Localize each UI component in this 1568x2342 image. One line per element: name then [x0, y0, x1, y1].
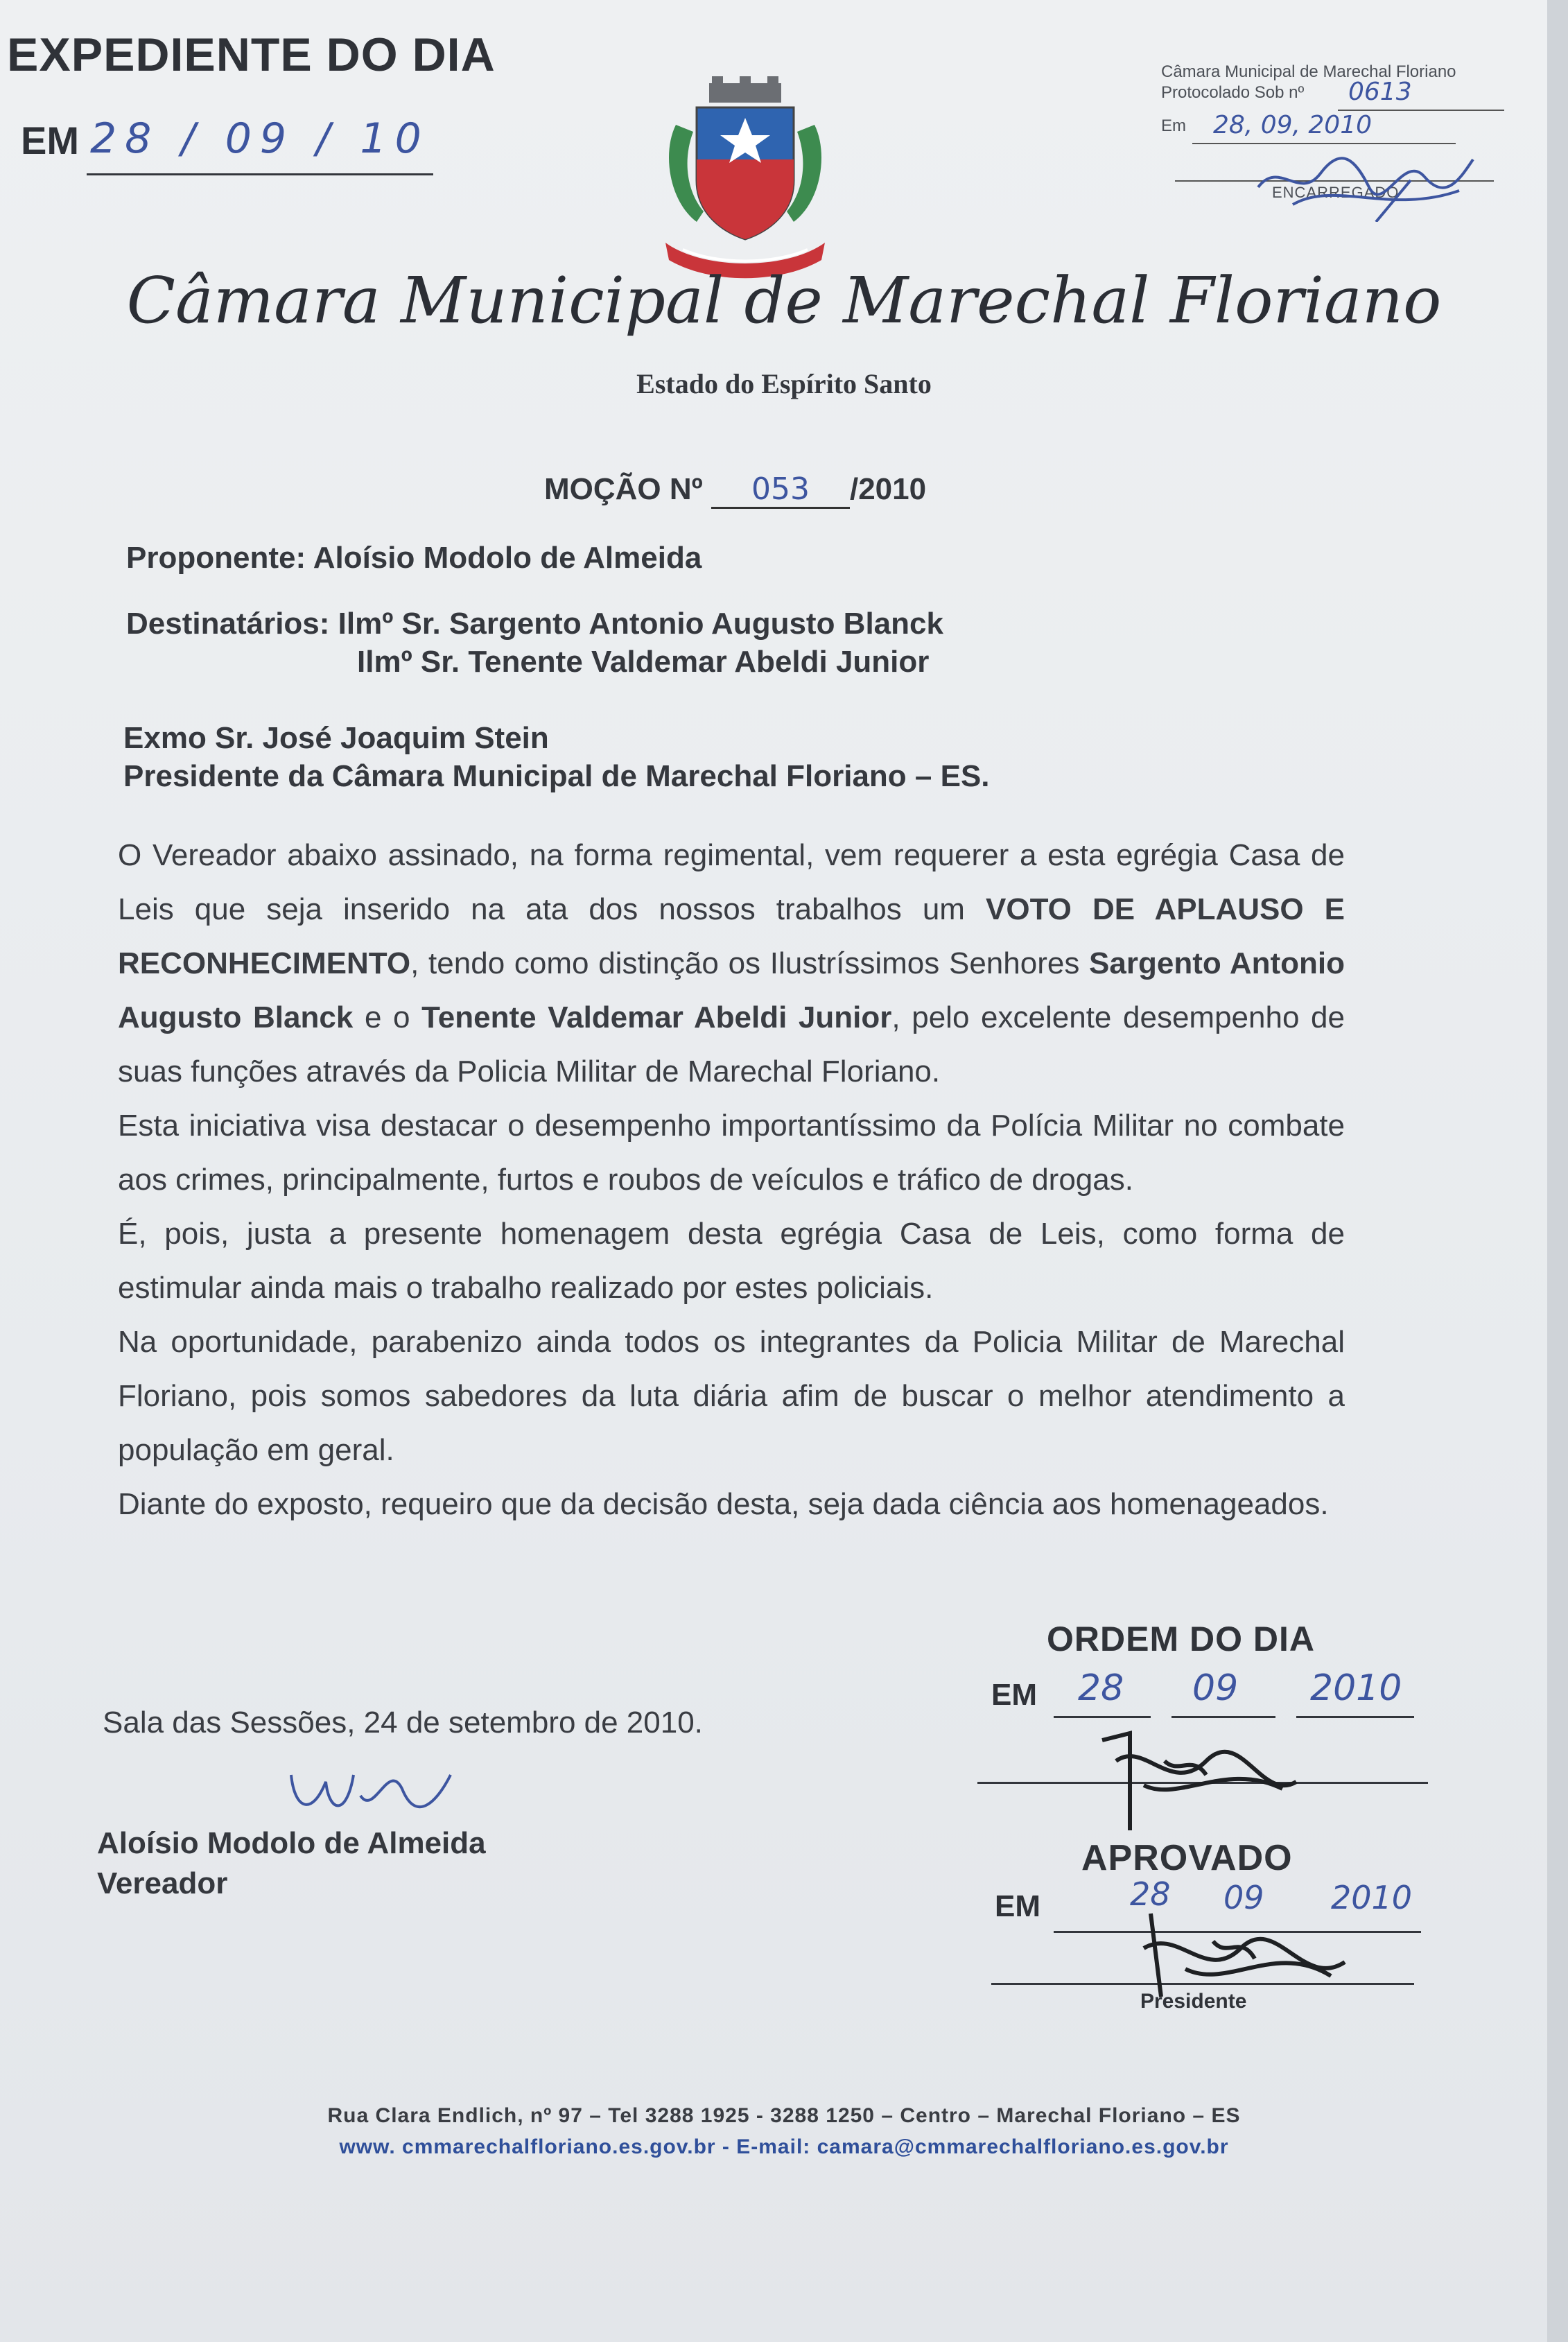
stamp-protocol-label: Protocolado Sob nº	[1161, 83, 1305, 102]
stamp-date: 28, 09, 2010	[1213, 111, 1373, 139]
ordem-date-year: 2010	[1310, 1667, 1402, 1709]
ordem-date-month: 09	[1192, 1667, 1239, 1709]
signer-block	[97, 1823, 486, 1904]
aprovado-em-label: EM	[995, 1889, 1040, 1923]
destinatarios-line2: Ilmº Sr. Tenente Valdemar Abeldi Junior	[357, 645, 930, 679]
mocao-heading	[544, 471, 926, 509]
stamp-encarregado: ENCARREGADO	[1272, 184, 1400, 201]
paragraph-1	[118, 829, 1345, 1099]
stamp-number: 0613	[1348, 78, 1412, 106]
ordem-date-line-d	[1054, 1716, 1151, 1718]
addressee-line2: Presidente da Câmara Municipal de Marechal Floriano – ES.	[123, 759, 990, 793]
footer-web: www. cmmarechalfloriano.es.gov.br - E-mail: camara@cmmarechalfloriano.es.gov.br	[339, 2135, 1229, 2158]
aprovado-date-day: 28	[1130, 1875, 1171, 1913]
ordem-date-line-m	[1171, 1716, 1275, 1718]
chamber-name: Câmara Municipal de Marechal Floriano	[126, 263, 1442, 338]
stamp-signature	[1251, 139, 1480, 222]
aprovado-title: APROVADO	[1081, 1838, 1293, 1878]
p1-tenente: Tenente Valdemar Abeldi Junior	[421, 1000, 892, 1034]
addressee-line1: Exmo Sr. José Joaquim Stein	[123, 721, 549, 755]
mocao-year: /2010	[849, 472, 927, 506]
ordem-do-dia-title: ORDEM DO DIA	[1047, 1620, 1315, 1658]
paragraph-5: Diante do exposto, requeiro que da decisão desta, seja dada ciência aos homenageados.	[118, 1487, 1329, 1521]
paragraph-2: Esta iniciativa visa destacar o desempenho importantíssimo da Polícia Militar no combate aos crimes, principalmente, furtos e roubos de veículos e tráfico de drogas.	[118, 1109, 1345, 1197]
destinatarios-line1: Destinatários: Ilmº Sr. Sargento Antonio Augusto Blanck	[126, 607, 943, 641]
p1-sargento: Sargento Antonio Augusto Blanck	[118, 946, 1345, 1034]
signer-role: Vereador	[97, 1866, 228, 1900]
ordem-date-line-y	[1296, 1716, 1414, 1718]
p1-text-a: O Vereador abaixo assinado, na forma regimental, vem requerer a esta egrégia Casa de Leis que seja inserido na ata dos nossos trabalhos um	[118, 838, 1345, 926]
expediente-date-line	[87, 173, 433, 175]
ordem-date-day: 28	[1078, 1667, 1124, 1709]
footer-address: Rua Clara Endlich, nº 97 – Tel 3288 1925 - 3288 1250 – Centro – Marechal Floriano – ES	[327, 2104, 1241, 2127]
sala-das-sessoes: Sala das Sessões, 24 de setembro de 2010.	[103, 1706, 703, 1740]
paragraph-4: Na oportunidade, parabenizo ainda todos os integrantes da Policia Militar de Marechal Floriano, pois somos sabedores da luta diária afim de buscar o melhor atendimento a população em geral.	[118, 1325, 1345, 1467]
presidente-label: Presidente	[1140, 1990, 1247, 2013]
p1-text-b: , tendo como distinção os Ilustríssimos Senhores	[410, 946, 1090, 980]
expediente-date: 28 / 09 / 10	[90, 114, 430, 163]
ordem-em-label: EM	[991, 1678, 1037, 1712]
body-text	[118, 829, 1345, 1532]
proponente: Proponente: Aloísio Modolo de Almeida	[126, 541, 702, 575]
state-name: Estado do Espírito Santo	[636, 368, 932, 399]
signer-name: Aloísio Modolo de Almeida	[97, 1826, 486, 1860]
mocao-label: MOÇÃO Nº	[544, 472, 703, 506]
aprovado-date-month: 09	[1223, 1879, 1264, 1916]
ordem-signature	[1088, 1719, 1310, 1837]
mocao-number: 053	[711, 471, 850, 509]
paragraph-3: É, pois, justa a presente homenagem desta egrégia Casa de Leis, como forma de estimular ainda mais o trabalho realizado por estes policiais.	[118, 1217, 1345, 1305]
p1-voto: VOTO DE APLAUSO E RECONHECIMENTO	[118, 892, 1345, 980]
stamp-em-label: Em	[1161, 116, 1186, 135]
aprovado-date-year: 2010	[1331, 1879, 1413, 1916]
expediente-em-label: EM	[21, 119, 79, 162]
coat-of-arms-icon	[655, 76, 835, 284]
expediente-title: EXPEDIENTE DO DIA	[7, 28, 496, 81]
p1-text-d: , pelo excelente desempenho de suas funções através da Policia Militar de Marechal Floriano.	[118, 1000, 1345, 1088]
p1-text-c: e o	[353, 1000, 422, 1034]
stamp-line1: Câmara Municipal de Marechal Floriano	[1161, 62, 1456, 81]
page-edge	[1547, 0, 1568, 2342]
